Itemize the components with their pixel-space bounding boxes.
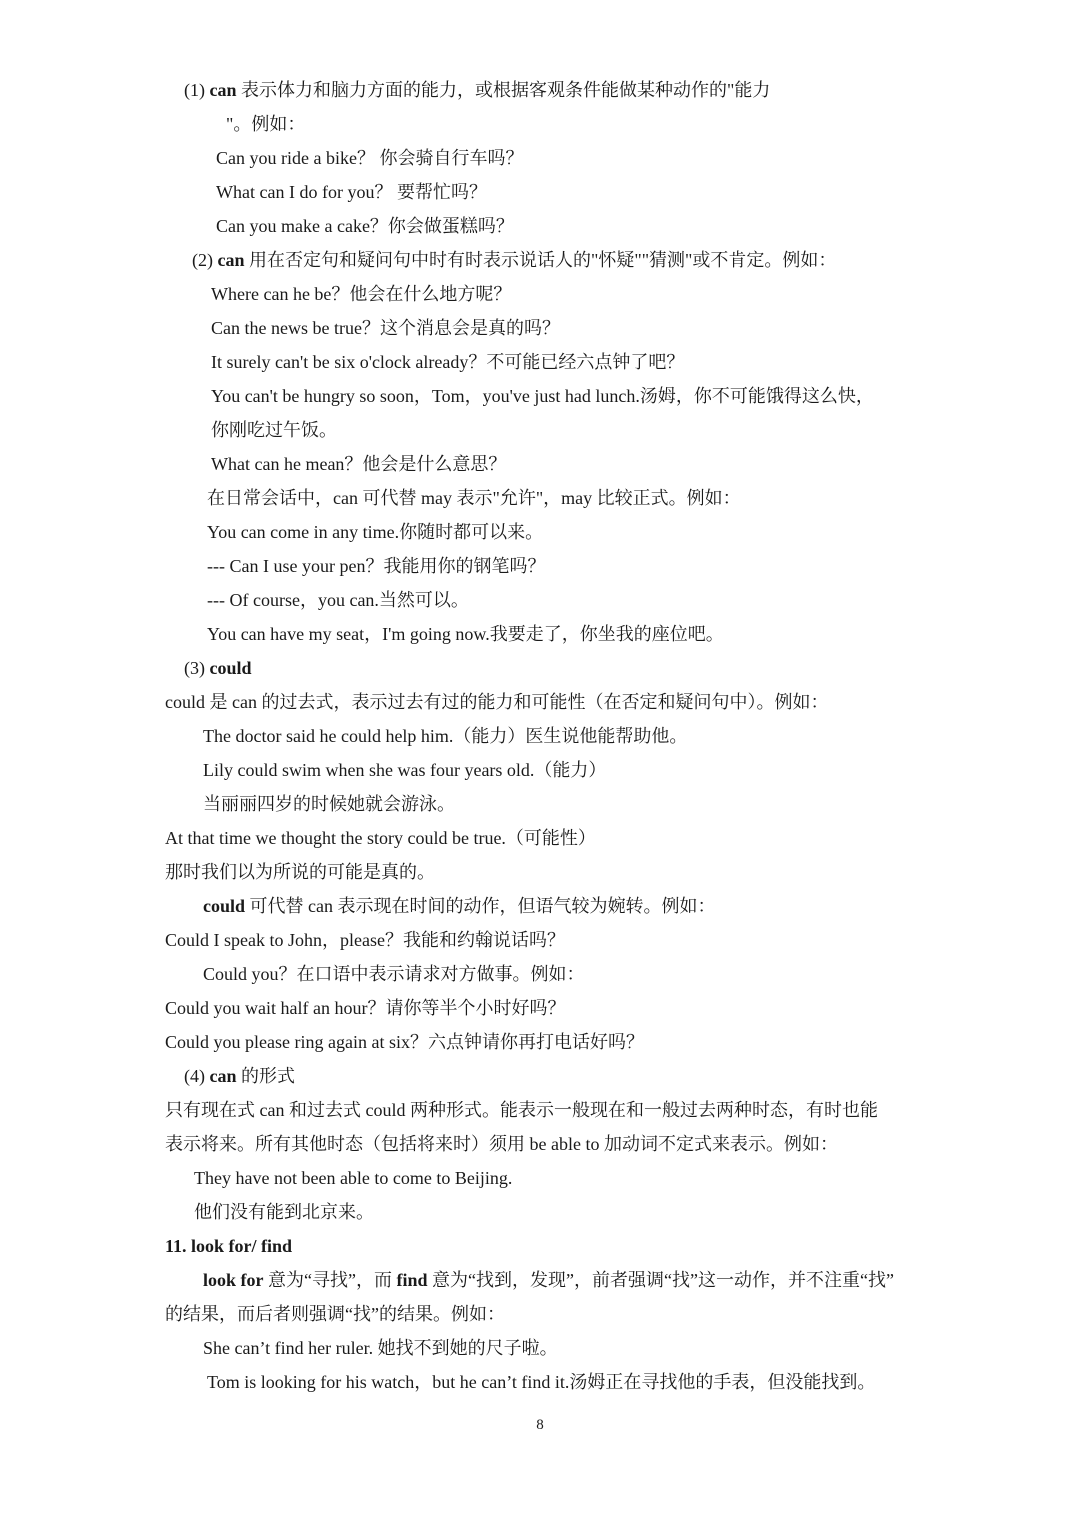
text-line bbox=[165, 1030, 644, 1054]
text-line bbox=[165, 996, 565, 1020]
text-line bbox=[216, 146, 523, 170]
text-run: 表示将来。所有其他时态（包括将来时）须用 be able to 加动词不定式来表示。例如： bbox=[165, 1134, 838, 1154]
text-line bbox=[207, 520, 543, 544]
text-line bbox=[207, 486, 741, 510]
text-line bbox=[211, 316, 560, 340]
text-run: "。例如： bbox=[226, 114, 306, 134]
text-line bbox=[165, 826, 596, 850]
text-run: (2) bbox=[192, 250, 218, 270]
text-run: 只有现在式 can 和过去式 could 两种形式。能表示一般现在和一般过去两种时态，有时也能 bbox=[165, 1100, 878, 1120]
text-line bbox=[165, 1132, 838, 1156]
text-run: 那时我们以为所说的可能是真的。 bbox=[165, 862, 435, 882]
text-run: 你刚吃过午饭。 bbox=[211, 420, 337, 440]
text-run: --- Can I use your pen？我能用你的钢笔吗？ bbox=[207, 556, 546, 576]
text-line bbox=[207, 622, 724, 646]
text-run: Where can he be？他会在什么地方呢？ bbox=[211, 284, 512, 304]
text-run: Lily could swim when she was four years old.（能力） bbox=[203, 760, 607, 780]
text-line bbox=[203, 1268, 894, 1292]
text-line bbox=[165, 1234, 292, 1258]
text-run: Could you please ring again at six？六点钟请你再打电话好吗？ bbox=[165, 1032, 644, 1052]
text-line bbox=[203, 894, 716, 918]
text-line bbox=[184, 1064, 295, 1088]
text-run: (4) bbox=[184, 1066, 210, 1086]
text-line bbox=[165, 690, 828, 714]
text-line bbox=[211, 282, 511, 306]
text-line bbox=[194, 1200, 374, 1224]
text-line bbox=[207, 554, 545, 578]
bold-term: can bbox=[209, 1066, 237, 1086]
text-line bbox=[216, 214, 514, 238]
text-line bbox=[194, 1166, 512, 1190]
text-run: They have not been able to come to Beijing. bbox=[194, 1168, 513, 1188]
text-run: At that time we thought the story could be true.（可能性） bbox=[165, 828, 596, 848]
text-run: 用在否定句和疑问句中时有时表示说话人的"怀疑""猜测"或不肯定。例如： bbox=[244, 250, 837, 270]
bold-term: could bbox=[203, 896, 246, 916]
text-run: What can he mean？他会是什么意思？ bbox=[211, 454, 507, 474]
text-run: Can you make a cake？你会做蛋糕吗？ bbox=[216, 216, 514, 236]
text-run: 表示体力和脑力方面的能力，或根据客观条件能做某种动作的"能力 bbox=[236, 80, 771, 100]
text-line bbox=[165, 928, 565, 952]
text-run: She can’t find her ruler. 她找不到她的尺子啦。 bbox=[203, 1338, 558, 1358]
text-line bbox=[203, 724, 687, 748]
text-line bbox=[192, 248, 836, 272]
text-run: (3) bbox=[184, 658, 210, 678]
text-line bbox=[203, 792, 455, 816]
bold-term: can bbox=[217, 250, 245, 270]
bold-term: look for bbox=[203, 1270, 264, 1290]
bold-term: can bbox=[209, 80, 237, 100]
bold-term: find bbox=[396, 1270, 428, 1290]
text-run: could 是 can 的过去式，表示过去有过的能力和可能性（在否定和疑问句中）。例如： bbox=[165, 692, 829, 712]
text-run: Tom is looking for his watch，but he can’t find it.汤姆正在寻找他的手表，但没能找到。 bbox=[207, 1372, 876, 1392]
text-run: It surely can't be six o'clock already？不可能已经六点钟了吧？ bbox=[211, 352, 685, 372]
text-line bbox=[211, 350, 684, 374]
text-line bbox=[203, 1336, 558, 1360]
text-line bbox=[211, 418, 337, 442]
text-run: Could I speak to John，please？我能和约翰说话吗？ bbox=[165, 930, 565, 950]
text-line bbox=[226, 112, 305, 136]
text-run: 当丽丽四岁的时候她就会游泳。 bbox=[203, 794, 455, 814]
bold-term: 11. look for/ find bbox=[165, 1236, 293, 1256]
text-line bbox=[165, 1098, 878, 1122]
text-line bbox=[184, 78, 770, 102]
text-line bbox=[216, 180, 487, 204]
page-number: 8 bbox=[536, 1417, 544, 1433]
text-run: 的形式 bbox=[236, 1066, 295, 1086]
text-run: What can I do for you？ 要帮忙吗？ bbox=[216, 182, 487, 202]
text-run: You can't be hungry so soon，Tom，you've just had lunch.汤姆，你不可能饿得这么快， bbox=[211, 386, 874, 406]
text-run: 意为“找到，发现”，前者强调“找”这一动作，并不注重“找” bbox=[427, 1270, 894, 1290]
text-run: Can you ride a bike？ 你会骑自行车吗？ bbox=[216, 148, 524, 168]
text-line bbox=[207, 588, 469, 612]
bold-term: could bbox=[209, 658, 252, 678]
text-run: 的结果，而后者则强调“找”的结果。例如： bbox=[165, 1304, 505, 1324]
text-run: Could you wait half an hour？请你等半个小时好吗？ bbox=[165, 998, 566, 1018]
text-line bbox=[207, 1370, 875, 1394]
text-run: Could you？在口语中表示请求对方做事。例如： bbox=[203, 964, 585, 984]
text-run: You can have my seat，I'm going now.我要走了，你坐我的座位吧。 bbox=[207, 624, 724, 644]
text-line bbox=[165, 860, 435, 884]
text-run: 可代替 can 表示现在时间的动作，但语气较为婉转。例如： bbox=[245, 896, 716, 916]
text-line bbox=[165, 1302, 505, 1326]
text-run: Can the news be true？这个消息会是真的吗？ bbox=[211, 318, 560, 338]
text-run: You can come in any time.你随时都可以来。 bbox=[207, 522, 544, 542]
text-line bbox=[211, 452, 506, 476]
text-run: (1) bbox=[184, 80, 210, 100]
text-run: The doctor said he could help him.（能力）医生说他能帮助他。 bbox=[203, 726, 688, 746]
text-run: --- Of course，you can.当然可以。 bbox=[207, 590, 469, 610]
text-line bbox=[203, 962, 585, 986]
text-line bbox=[211, 384, 874, 408]
text-run: 在日常会话中，can 可代替 may 表示"允许"，may 比较正式。例如： bbox=[207, 488, 741, 508]
text-run: 意为“寻找”，而 bbox=[263, 1270, 397, 1290]
text-run: 他们没有能到北京来。 bbox=[194, 1202, 374, 1222]
text-line bbox=[184, 656, 252, 680]
text-line bbox=[203, 758, 606, 782]
